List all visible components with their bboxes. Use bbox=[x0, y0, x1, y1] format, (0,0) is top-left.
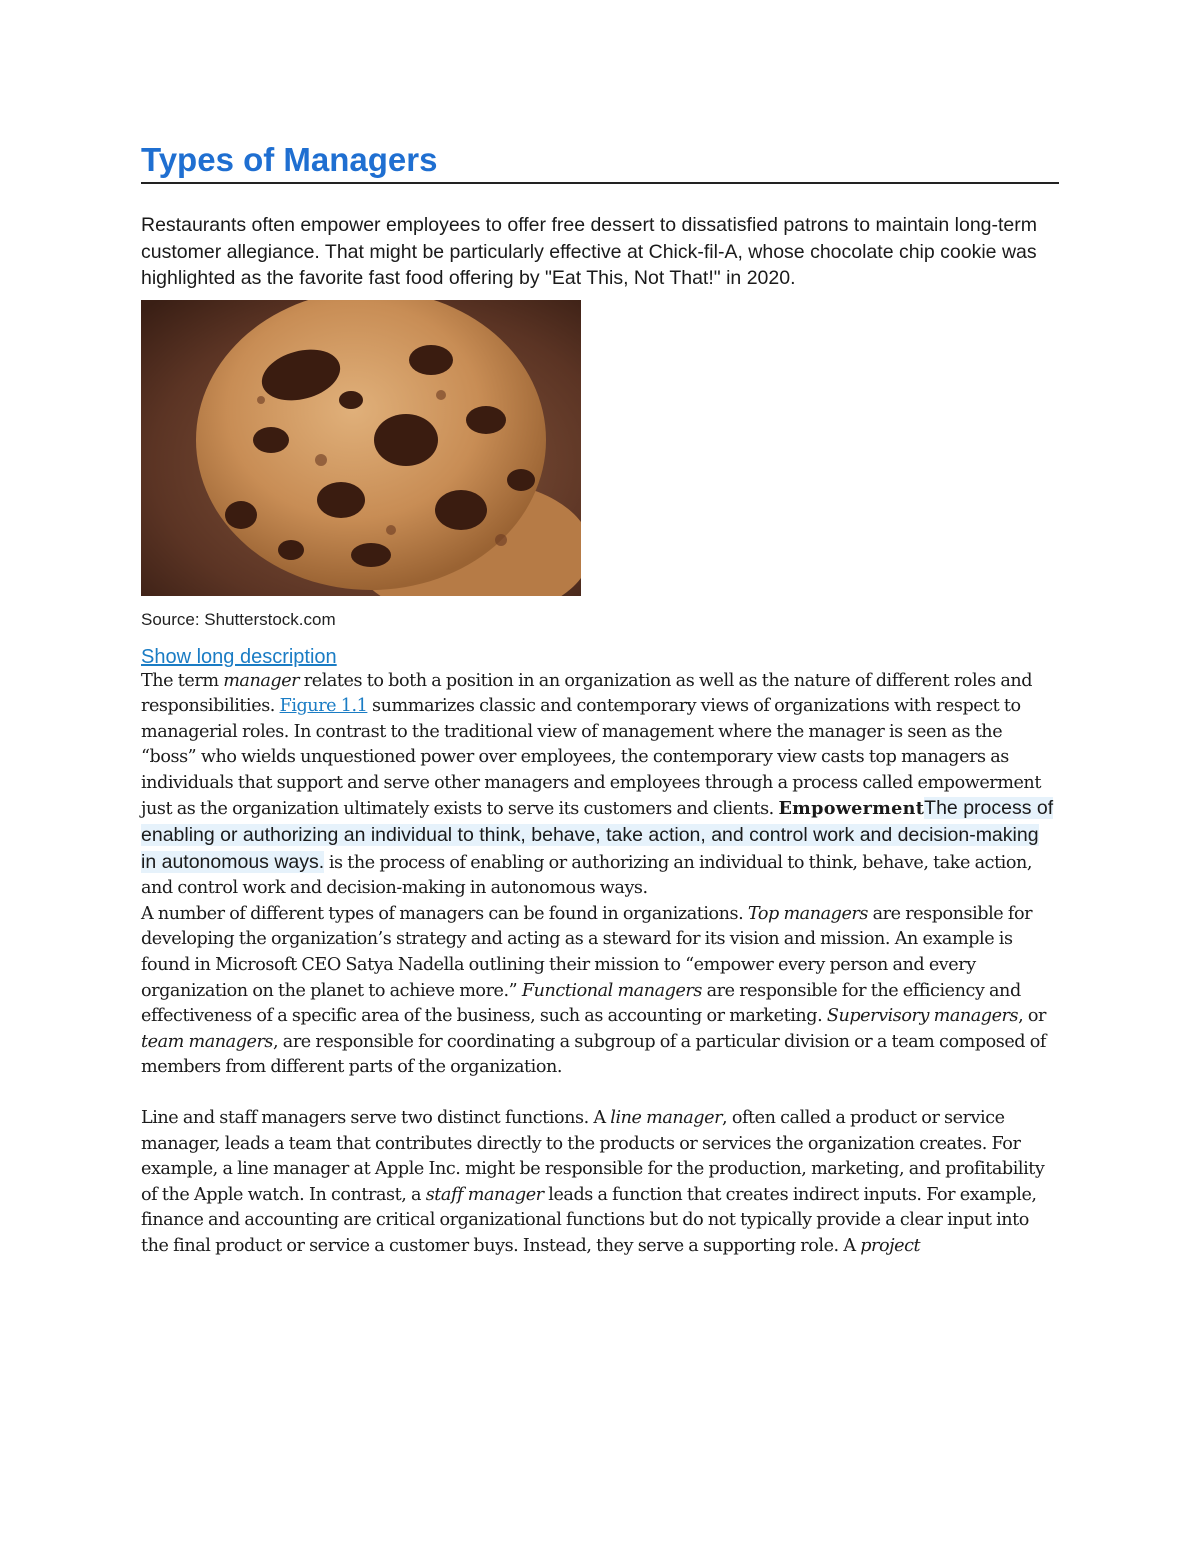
term-project: project bbox=[860, 1235, 921, 1256]
term-line-manager: line manager bbox=[610, 1108, 723, 1128]
text-span: A number of different types of managers can be found in organizations. bbox=[141, 903, 748, 924]
text-span: , are responsible for coordinating a subgroup of a particular division or a team composed of members from different parts of the organization. bbox=[141, 1031, 1046, 1078]
text-span: relates to both a position in an organization as well as the nature of different roles and responsibilities. bbox=[141, 670, 1033, 717]
text-span: is the process of enabling or authorizing an individual to think, behave, take action, and control work and decision-making in autonomous ways. bbox=[141, 852, 1033, 899]
text-span: leads a function that creates indirect inputs. For example, finance and accounting are critical organizational functions but do not typically provide a clear input into the final product or service a customer buys. Instead, they serve a supporting role. A bbox=[141, 1184, 1037, 1256]
image-caption: Source: Shutterstock.com bbox=[141, 609, 336, 629]
cookie-photo bbox=[141, 300, 581, 596]
term-functional-managers: Functional managers bbox=[521, 980, 702, 1001]
term-staff-manager: staff manager bbox=[425, 1184, 544, 1205]
text-span: , often called a product or service manager, leads a team that contributes directly to the products or services the organization creates. For example, a line manager at Apple Inc. might be responsible for the production, marketing, and profitability of the Apple watch. In contrast, a bbox=[141, 1108, 1045, 1205]
term-top-managers: Top managers bbox=[747, 903, 868, 924]
paragraph-types-of-managers bbox=[141, 902, 1059, 1081]
document-page bbox=[141, 140, 1059, 1260]
paragraph-manager-definition bbox=[141, 669, 1059, 902]
term-team-managers: team managers bbox=[141, 1031, 274, 1052]
page-title: Types of Managers bbox=[141, 140, 1059, 184]
show-long-description-link[interactable]: Show long description bbox=[141, 645, 337, 668]
term-supervisory-managers: Supervisory managers bbox=[826, 1006, 1019, 1027]
paragraph-spacer bbox=[141, 1081, 1059, 1106]
glossary-popover: The process of enabling or authorizing an individual to think, behave, take action, and control work and decision-making in autonomous ways. bbox=[141, 797, 1054, 873]
intro-paragraph: Restaurants often empower employees to offer free dessert to dissatisfied patrons to maintain long-term customer allegiance. That might be particularly effective at Chick-fil-A, whose chocolate chip cookie was highlighted as the favorite fast food offering by "Eat This, Not That!" in 2020. bbox=[141, 214, 1038, 289]
figure-1-1-link[interactable]: Figure 1.1 bbox=[279, 696, 368, 717]
text-span: The term bbox=[141, 670, 224, 691]
text-span: are responsible for the efficiency and effectiveness of a specific area of the business, such as accounting or marketing. bbox=[141, 980, 1021, 1027]
text-span: , or bbox=[1018, 1006, 1046, 1027]
paragraph-line-staff-managers bbox=[141, 1106, 1059, 1260]
term-empowerment: Empowerment bbox=[778, 798, 925, 820]
text-span: are responsible for developing the organization’s strategy and acting as a steward for its vision and mission. An example is found in Microsoft CEO Satya Nadella outlining their mission to “empower every person and every organization on the planet to achieve more.” bbox=[141, 903, 1033, 1001]
text-span: Line and staff managers serve two distinct functions. A bbox=[141, 1108, 611, 1128]
term-manager: manager bbox=[223, 670, 300, 691]
text-span: summarizes classic and contemporary views of organizations with respect to managerial roles. In contrast to the traditional view of management where the manager is seen as the “boss” who wields unquestioned power over employees, the contemporary view casts top managers as individuals that support and serve other managers and employees through a process called empowerment just as the organization ultimately exists to serve its customers and clients. bbox=[141, 696, 1041, 820]
